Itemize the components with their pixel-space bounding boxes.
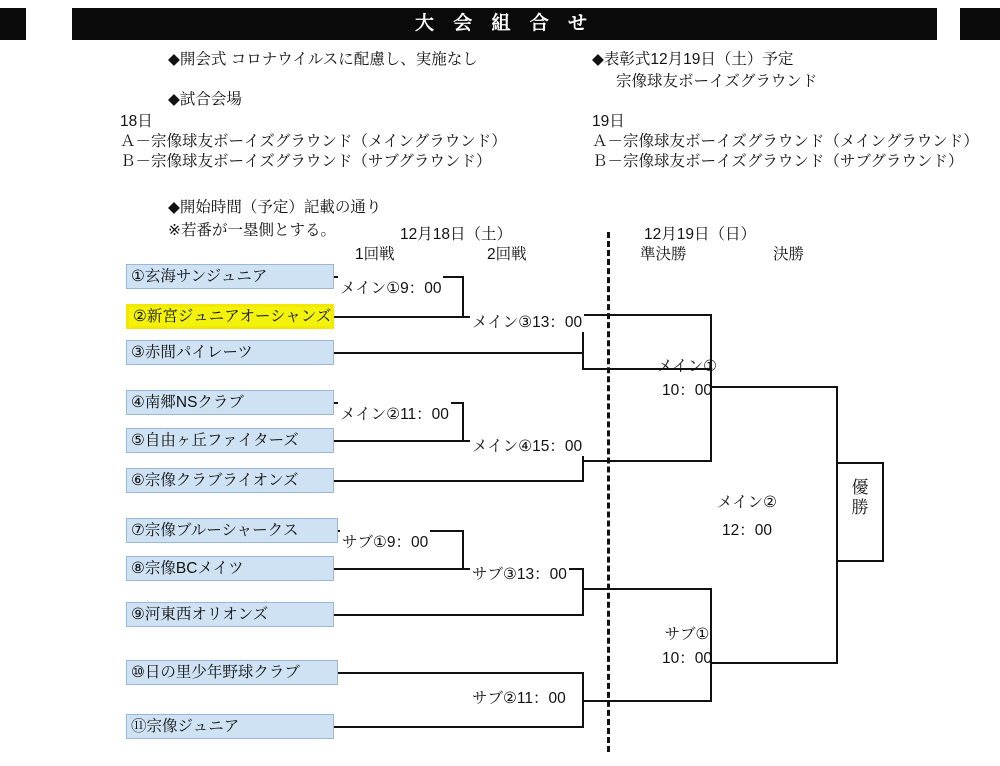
note-award-ceremony: ◆表彰式12月19日（土）予定: [592, 51, 794, 68]
team-11: ⑪宗像ジュニア: [126, 714, 334, 739]
final-label-line1: メイン②: [716, 494, 778, 511]
champion-char-1: 優: [851, 478, 869, 497]
team-8: ⑧宗像BCメイツ: [126, 556, 334, 581]
team-10: ⑩日の里少年野球クラブ: [126, 660, 338, 685]
caption-date-day2: 12月19日（日）: [644, 226, 756, 243]
line-match4-winner: [582, 460, 712, 462]
semifinal2-label-line2: 10：00: [662, 650, 712, 667]
team-7: ⑦宗像ブルーシャークス: [126, 518, 338, 543]
note-day19-ground-a: Ａ－宗像球友ボーイズグラウンド（メイングラウンド）: [592, 133, 979, 150]
line-sub3-winner: [582, 588, 712, 590]
match-label-sub3: サブ③13：00: [470, 562, 569, 584]
champion-char-2: 勝: [851, 497, 869, 517]
note-day18-label: 18日: [120, 113, 153, 130]
line-team3-out: [334, 352, 584, 354]
title-edge-left: [0, 8, 26, 40]
final-label-line2: 12：00: [722, 522, 772, 539]
title-bar: [72, 8, 937, 40]
team-1: ①玄海サンジュニア: [126, 264, 334, 289]
match-label-sub2: サブ②11：00: [470, 686, 568, 708]
line-sub1-join: [462, 530, 464, 570]
note-day19-label: 19日: [592, 113, 625, 130]
title-edge-right: [960, 8, 1000, 40]
page-title: 大 会 組 合 せ: [414, 13, 595, 34]
champion-box: [836, 462, 884, 562]
line-sub2-winner: [582, 700, 712, 702]
line-team8-out: [334, 568, 464, 570]
team-4: ④南郷NSクラブ: [126, 390, 334, 415]
note-start-time: ◆開始時間（予定）記載の通り: [168, 199, 382, 216]
caption-round1: 1回戦: [355, 246, 395, 263]
match-label-main2: メイン②11：00: [338, 402, 451, 424]
semifinal1-label-line2: 10：00: [662, 382, 712, 399]
note-award-venue: 宗像球友ボーイズグラウンド: [616, 73, 818, 90]
line-semifinal2-join: [710, 588, 712, 700]
match-label-main1: メイン①9：00: [338, 276, 443, 298]
line-team2-out: [334, 316, 464, 318]
semifinal1-label-line1: メイン①: [656, 358, 718, 375]
line-team6-out: [334, 480, 584, 482]
note-opening-ceremony: ◆開会式 コロナウイルスに配慮し、実施なし: [168, 51, 478, 68]
match-label-main4: メイン④15：00: [470, 434, 584, 456]
line-team9-out: [334, 614, 584, 616]
caption-round2: 2回戦: [487, 246, 527, 263]
line-semifinal1-top-in: [582, 314, 712, 316]
note-day18-ground-a: Ａ－宗像球友ボーイズグラウンド（メイングラウンド）: [120, 133, 507, 150]
caption-final: 決勝: [773, 246, 805, 263]
day-divider: [607, 232, 610, 752]
line-team5-out: [334, 440, 464, 442]
team-2: ②新宮ジュニアオーシャンズ: [126, 304, 334, 329]
team-5: ⑤自由ヶ丘ファイターズ: [126, 428, 334, 453]
team-6: ⑥宗像クラブライオンズ: [126, 468, 334, 493]
team-3: ③赤間パイレーツ: [126, 340, 334, 365]
line-sub3-join: [582, 568, 584, 616]
match-label-sub1: サブ①9：00: [340, 530, 430, 552]
match-label-main3: メイン③13：00: [470, 310, 584, 332]
note-venue-heading: ◆試合会場: [168, 91, 242, 108]
line-team10-out: [338, 672, 584, 674]
semifinal2-label-line1: サブ①: [664, 626, 710, 643]
note-day18-ground-b: Ｂ－宗像球友ボーイズグラウンド（サブグラウンド）: [120, 153, 492, 170]
team-9: ⑨河東西オリオンズ: [126, 602, 334, 627]
note-base-rule: ※若番が一塁側とする。: [168, 222, 336, 239]
line-match1-join: [462, 276, 464, 318]
note-day19-ground-b: Ｂ－宗像球友ボーイズグラウンド（サブグラウンド）: [592, 153, 964, 170]
caption-semifinal: 準決勝: [640, 246, 687, 263]
line-team11-out: [334, 726, 584, 728]
line-match3-down: [582, 336, 584, 370]
line-match2-join: [462, 402, 464, 442]
caption-date-day1: 12月18日（土）: [400, 226, 512, 243]
